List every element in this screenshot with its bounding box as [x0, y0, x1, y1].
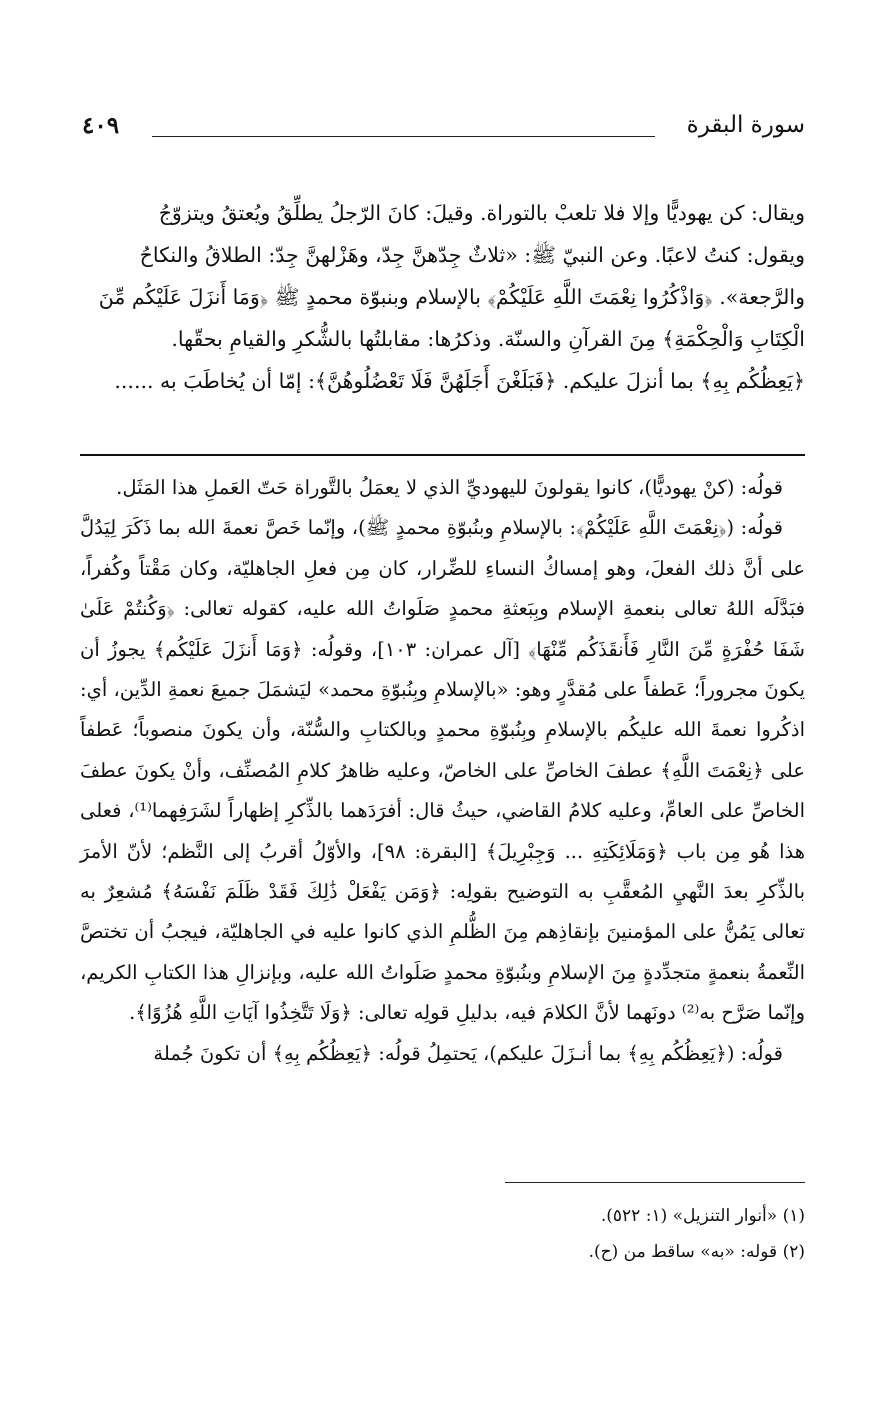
main-line: الْكِتَابِ وَالْحِكْمَةِ﴾ مِنَ القرآنِ والسنّة. وذكرُها: مقابلتُها بالشُّكرِ والقيامِ بحقّها. [171, 327, 805, 351]
main-line: ويقال: كن يهوديًّا وإلا فلا تلعبْ بالتوراة. وقيلَ: كانَ الرّجلُ يطلِّقُ ويُعتقُ ويتزوّجُ [158, 201, 805, 225]
main-line: ويقول: كنتُ لاعبًا. وعن النبيّ ﷺ: «ثلاثٌ جِدّهنَّ جِدّ، وهَزْلهنَّ جِدّ: الطلاقُ والنكاحُ [139, 243, 805, 267]
main-line: والرَّجعة». ﴿وَاذْكُرُوا نِعْمَتَ اللَّهِ عَلَيْكُمْ﴾ بالإسلام وبنبوّة محمدٍ ﷺ ﴿وَمَا أَنزَلَ عَلَيْكُم مِّنَ [98, 285, 805, 309]
commentary-paragraph [80, 508, 805, 1033]
footnotes [80, 1198, 805, 1270]
footnote: (١) «أنوار التنزيل» (١: ٥٢٢). [600, 1206, 805, 1226]
commentary-text: قولُه: (﴿يَعِظُكُم بِهِ﴾ بما أنـزَلَ عليكم)، يَحتمِلُ قولُه: ﴿يَعِظُكُم بِهِ﴾ أن تكونَ جُملة [153, 1041, 783, 1065]
footnote: (٢) قوله: «به» ساقط من (ح). [588, 1242, 805, 1262]
page-number: ٤٠٩ [82, 112, 120, 139]
page-header [82, 112, 805, 162]
footnote-rule [505, 1182, 805, 1183]
commentary [80, 468, 805, 1074]
commentary-text: قولُه: (﴿نِعْمَتَ اللَّهِ عَلَيْكُمْ﴾: بالإسلامِ وبنُبوّةِ محمدٍ ﷺ)، وإنّما خَصَّ نعمةَ الله بما ذَكَرَ لِيَدُلَّ على أنَّ ذلك الفعلَ، وهو إمساكُ النساءِ للضِّرار، كان مِن فعلِ الجاهليّة، وكان مَقْتاً وكُفراً، فبَدَّلَه اللهُ تعالى بنعمةِ الإسلام وبِبَعثةِ محمدٍ صَلَواتُ الله عليه، كقوله تعالى: ﴿وَكُنتُمْ عَلَىٰ شَفَا حُفْرَةٍ مِّنَ النَّارِ فَأَنقَذَكُم مِّنْهَا﴾ [آل عمران: ١٠٣]، وقولُه: ﴿وَمَا أَنزَلَ عَلَيْكُم﴾ يجوزُ أن يكونَ مجروراً؛ عَطفاً على مُقدَّرٍ وهو: «بالإسلامِ وبِنُبوّةِ محمد» ليَشمَلَ جميعَ نعمةِ الدِّين، أي: اذكُروا نعمةَ الله عليكُم بالإسلامِ وبِنُبوّةِ محمدٍ وبالكتابِ والسُّنّة، وأن يكونَ منصوباً؛ عَطفاً على ﴿نِعْمَتَ اللَّهِ﴾ عطفَ الخاصِّ على الخاصّ، وعليه ظاهرُ كلامِ المُصنِّف، وأنْ يكونَ عطفَ الخاصِّ على العامِّ، وعليه كلامُ القاضي، حيثُ قال: أفرَدَهما بالذِّكرِ إظهاراً لشَرَفِهما⁽¹⁾، فعلى هذا هُو مِن باب ﴿وَمَلَائِكَتِهِ ... وَجِبْرِيلَ﴾ [البقرة: ٩٨]، والأوّلُ أقربُ إلى النَّظم؛ لأنّ الأمرَ بالذِّكرِ بعدَ النَّهيِ المُعقَّبِ به التوضيح بقولِه: ﴿وَمَن يَفْعَلْ ذَٰلِكَ فَقَدْ ظَلَمَ نَفْسَهُ﴾ مُشعِرٌ به تعالى يَمُنُّ على المؤمنينَ بإنقاذِهم مِنَ الظُّلمِ الذي كانوا عليه في الجاهليّة، فيجبُ أن تختصَّ النِّعمةُ بنعمةٍ متجدِّدةٍ مِنَ الإسلامِ وبنُبوّةِ محمدٍ صَلَواتُ الله عليه، وبإنزالِ هذا الكتابِ الكريم، وإنّما صَرَّح به⁽²⁾ دونَهما لأنَّ الكلامَ فيه، بدليلِ قولِه تعالى: ﴿وَلَا تَتَّخِذُوا آيَاتِ اللَّهِ هُزُوًا﴾. [80, 516, 806, 1025]
commentary-paragraph [80, 1034, 805, 1074]
commentary-text: قولُه: (كنْ يهوديًّا)، كانوا يقولونَ لليهوديِّ الذي لا يعمَلُ بالتَّوراة حَتّ العَملِ هذا المَثَل. [116, 476, 783, 499]
main-text [80, 192, 805, 402]
commentary-paragraph [80, 468, 805, 508]
section-divider [80, 454, 805, 456]
header-rule [152, 136, 655, 137]
main-line: ﴿يَعِظُكُم بِهِ﴾ بما أنزلَ عليكم. ﴿فَبَلَغْنَ أَجَلَهُنَّ فَلَا تَعْضُلُوهُنَّ﴾: إمّا أن يُخاطَبَ به ...... [114, 369, 805, 393]
surah-title: سورة البقرة [686, 112, 805, 138]
